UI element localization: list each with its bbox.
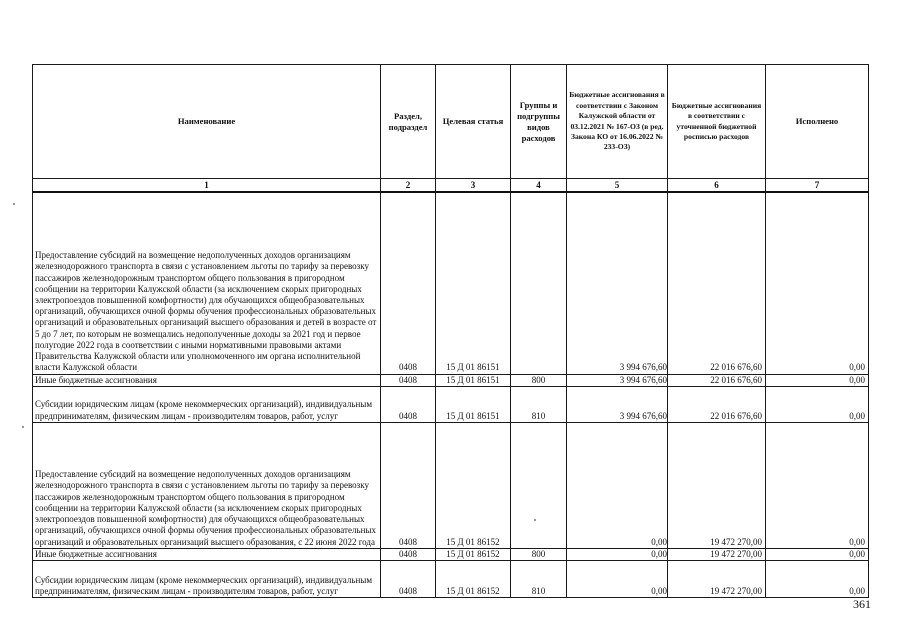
table-row: [33, 548, 869, 560]
row-plan-amount: 19 472 270,00: [668, 422, 766, 548]
row-expense-group: 810: [511, 560, 567, 597]
row-section: 0408: [381, 192, 436, 374]
row-section: 0408: [381, 374, 436, 386]
page-number: 361: [853, 597, 871, 611]
row-target-article: 15 Д 01 86151: [436, 192, 511, 374]
table-row: [33, 422, 869, 548]
row-plan-amount: 19 472 270,00: [668, 548, 766, 560]
header-executed: Исполнено: [766, 65, 869, 179]
row-target-article: 15 Д 01 86152: [436, 560, 511, 597]
header-name: Наименование: [33, 65, 381, 179]
column-number: 5: [567, 179, 668, 193]
row-expense-group: [511, 192, 567, 374]
column-number: 4: [511, 179, 567, 193]
scan-speck: [22, 426, 24, 428]
row-section: 0408: [381, 560, 436, 597]
column-number: 6: [668, 179, 766, 193]
table-row: [33, 374, 869, 386]
header-section: Раздел, подраздел: [381, 65, 436, 179]
row-law-amount: 3 994 676,60: [567, 192, 668, 374]
column-number: 1: [33, 179, 381, 193]
row-name: Предоставление субсидий на возмещение недополученных доходов организациям железнодорожного транспорта в связи с установлением льготы по тарифу за перевозку пассажиров железнодорожным транспортом общего пользования в пригородном сообщении на территории Калужской области (за исключением скорых пригородных электропоездов повышенной комфортности) для обучающихся общеобразовательных организаций, обучающихся очной формы обучения профессиональных образовательных организаций и образовательных организаций высшего образования и детей в возрасте от 5 до 7 лет, по которым не возмещались недополученные доходы за 2021 год и первое полугодие 2022 года в соответствии с иными нормативными правовыми актами Правительства Калужской области или уполномоченного им органа исполнительной власти Калужской области: [33, 192, 381, 374]
row-executed-amount: 0,00: [766, 386, 869, 422]
row-target-article: 15 Д 01 86151: [436, 374, 511, 386]
column-number-row: [33, 179, 869, 193]
column-number: 3: [436, 179, 511, 193]
table-row: [33, 192, 869, 374]
row-section: 0408: [381, 548, 436, 560]
row-law-amount: 0,00: [567, 422, 668, 548]
row-executed-amount: 0,00: [766, 422, 869, 548]
row-executed-amount: 0,00: [766, 548, 869, 560]
row-executed-amount: 0,00: [766, 192, 869, 374]
row-plan-amount: 19 472 270,00: [668, 560, 766, 597]
header-plan-allocations: Бюджетные ассигнования в соответствии с уточненной бюджетной росписью расходов: [668, 65, 766, 179]
row-target-article: 15 Д 01 86151: [436, 386, 511, 422]
row-plan-amount: 22 016 676,60: [668, 374, 766, 386]
row-expense-group: [511, 422, 567, 548]
header-target-article: Целевая статья: [436, 65, 511, 179]
header-expense-group: Группы и подгруппы видов расходов: [511, 65, 567, 179]
row-name: Субсидии юридическим лицам (кроме некоммерческих организаций), индивидуальным предпринимателям, физическим лицам - производителям товаров, работ, услуг: [33, 386, 381, 422]
row-law-amount: 0,00: [567, 560, 668, 597]
row-plan-amount: 22 016 676,60: [668, 192, 766, 374]
row-target-article: 15 Д 01 86152: [436, 422, 511, 548]
row-executed-amount: 0,00: [766, 560, 869, 597]
row-plan-amount: 22 016 676,60: [668, 386, 766, 422]
row-name: Иные бюджетные ассигнования: [33, 548, 381, 560]
row-law-amount: 3 994 676,60: [567, 374, 668, 386]
row-name: Иные бюджетные ассигнования: [33, 374, 381, 386]
row-executed-amount: 0,00: [766, 374, 869, 386]
row-law-amount: 0,00: [567, 548, 668, 560]
row-name: Субсидии юридическим лицам (кроме некоммерческих организаций), индивидуальным предпринимателям, физическим лицам - производителям товаров, работ, услуг: [33, 560, 381, 597]
column-number: 2: [381, 179, 436, 193]
row-expense-group: 810: [511, 386, 567, 422]
table-row: [33, 386, 869, 422]
row-expense-group: 800: [511, 374, 567, 386]
row-expense-group: 800: [511, 548, 567, 560]
budget-execution-table: [32, 64, 869, 598]
row-name: Предоставление субсидий на возмещение недополученных доходов организациям железнодорожного транспорта в связи с установлением льготы по тарифу за перевозку пассажиров железнодорожным транспортом общего пользования в пригородном сообщении на территории Калужской области (за исключением скорых пригородных электропоездов повышенной комфортности) для обучающихся общеобразовательных организаций, обучающихся очной формы обучения профессиональных образовательных организаций и образовательных организаций высшего образования, с 22 июня 2022 года: [33, 422, 381, 548]
header-row: [33, 65, 869, 179]
row-target-article: 15 Д 01 86152: [436, 548, 511, 560]
row-law-amount: 3 994 676,60: [567, 386, 668, 422]
scan-speck: [13, 203, 15, 205]
scan-speck: [534, 519, 536, 521]
row-section: 0408: [381, 386, 436, 422]
header-law-allocations: Бюджетные ассигнования в соответствии с Законом Калужской области от 03.12.2021 № 167-ОЗ (в ред. Закона КО от 16.06.2022 № 233-ОЗ): [567, 65, 668, 179]
table-row: [33, 560, 869, 597]
row-section: 0408: [381, 422, 436, 548]
column-number: 7: [766, 179, 869, 193]
